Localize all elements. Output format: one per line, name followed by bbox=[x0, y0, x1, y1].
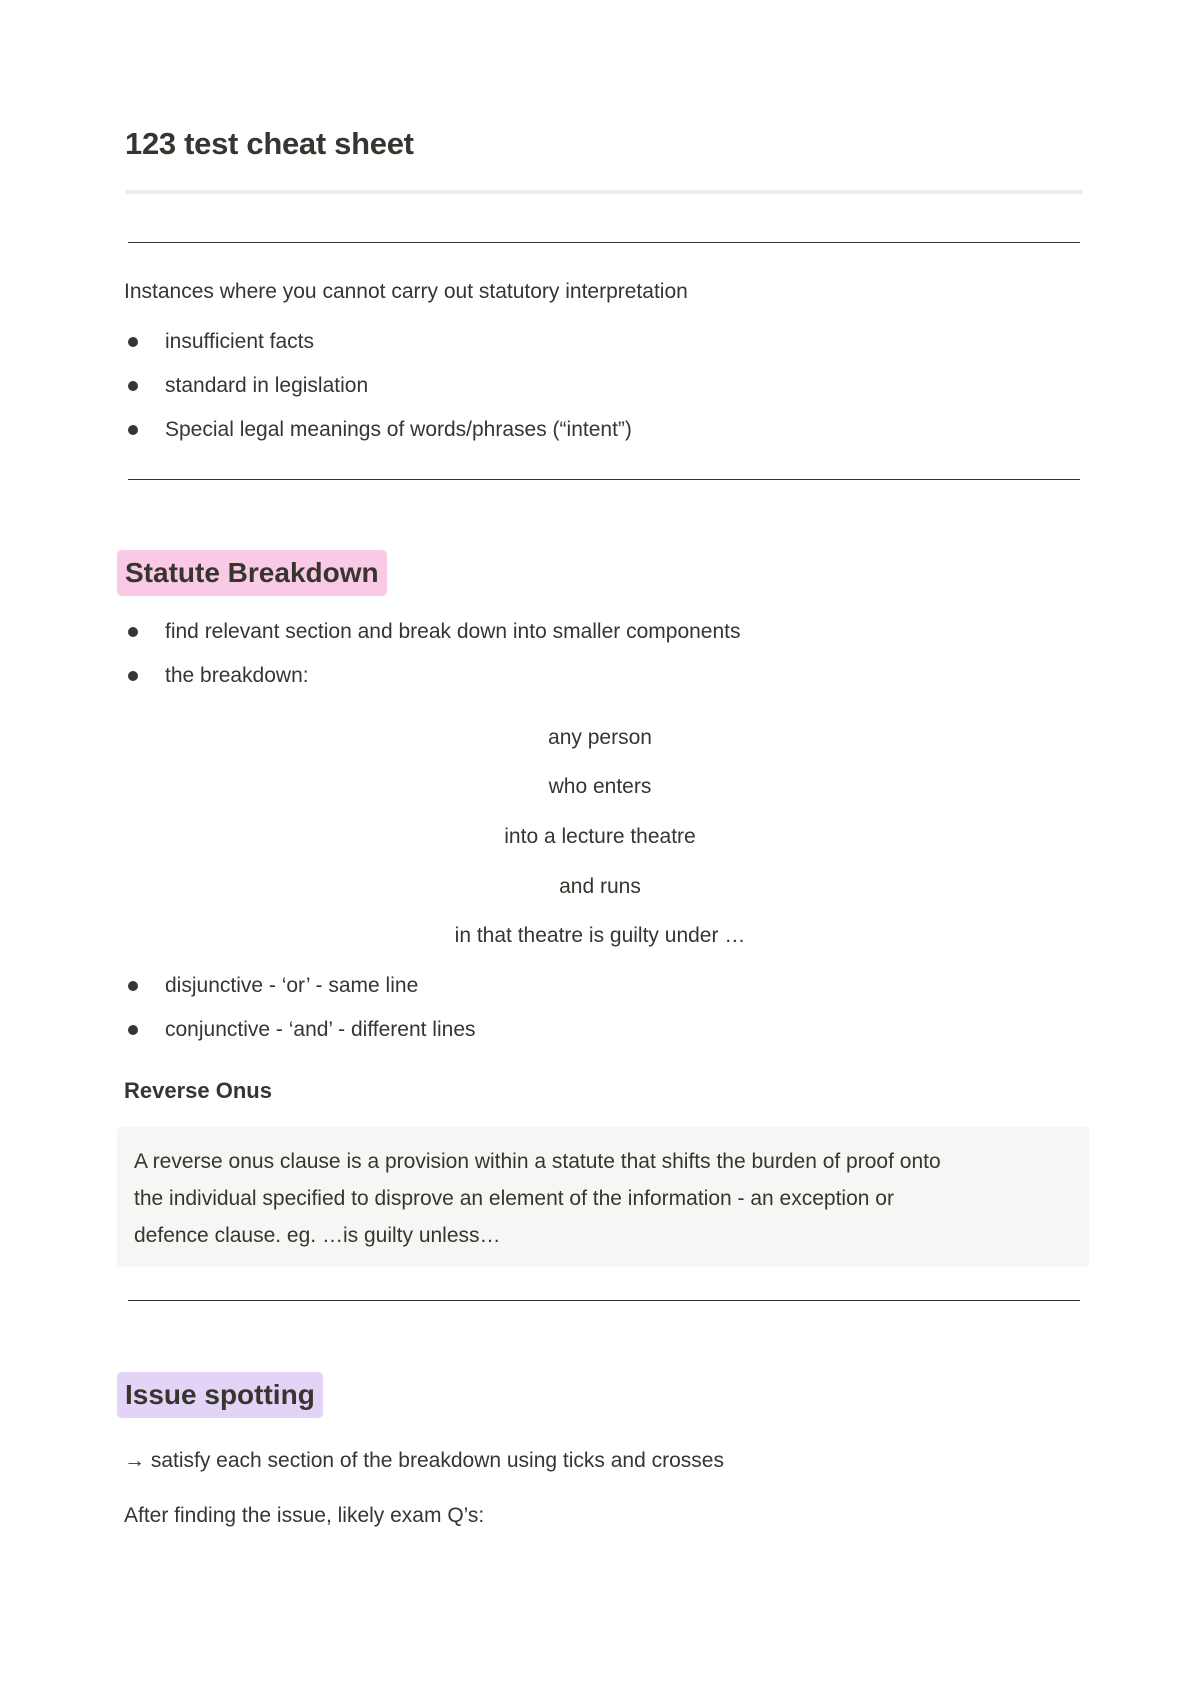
divider bbox=[128, 479, 1080, 480]
reverse-onus-heading: Reverse Onus bbox=[124, 1078, 272, 1103]
breakdown-line: into a lecture theatre bbox=[504, 825, 696, 848]
divider bbox=[128, 242, 1080, 243]
title-divider bbox=[125, 190, 1083, 194]
bullet-icon bbox=[128, 981, 138, 991]
breakdown-line: any person bbox=[548, 726, 652, 749]
issue-spotting-heading: Issue spotting bbox=[117, 1372, 323, 1418]
reverse-onus-callout bbox=[117, 1127, 1089, 1267]
bullet-icon bbox=[128, 671, 138, 681]
divider bbox=[128, 1300, 1080, 1301]
breakdown-line: who enters bbox=[548, 775, 652, 798]
issue-spotting-line: → satisfy each section of the breakdown using ticks and crosses bbox=[124, 1449, 724, 1472]
bullet-icon bbox=[128, 627, 138, 637]
callout-line: A reverse onus clause is a provision within a statute that shifts the burden of proof onto bbox=[134, 1150, 941, 1173]
callout-line: defence clause. eg. …is guilty unless… bbox=[134, 1224, 501, 1247]
breakdown-line: and runs bbox=[559, 875, 641, 898]
bullet-icon bbox=[128, 337, 138, 347]
callout-line: the individual specified to disprove an element of the information - an exception or bbox=[134, 1187, 894, 1210]
breakdown-line: in that theatre is guilty under … bbox=[454, 924, 746, 947]
statute-breakdown-heading: Statute Breakdown bbox=[117, 550, 387, 596]
bullet-icon bbox=[128, 381, 138, 391]
bullet-icon bbox=[128, 1025, 138, 1035]
issue-spotting-line: After finding the issue, likely exam Q’s: bbox=[124, 1504, 485, 1527]
intro-text: Instances where you cannot carry out statutory interpretation bbox=[124, 280, 688, 303]
page-title: 123 test cheat sheet bbox=[125, 126, 414, 161]
bullet-icon bbox=[128, 425, 138, 435]
